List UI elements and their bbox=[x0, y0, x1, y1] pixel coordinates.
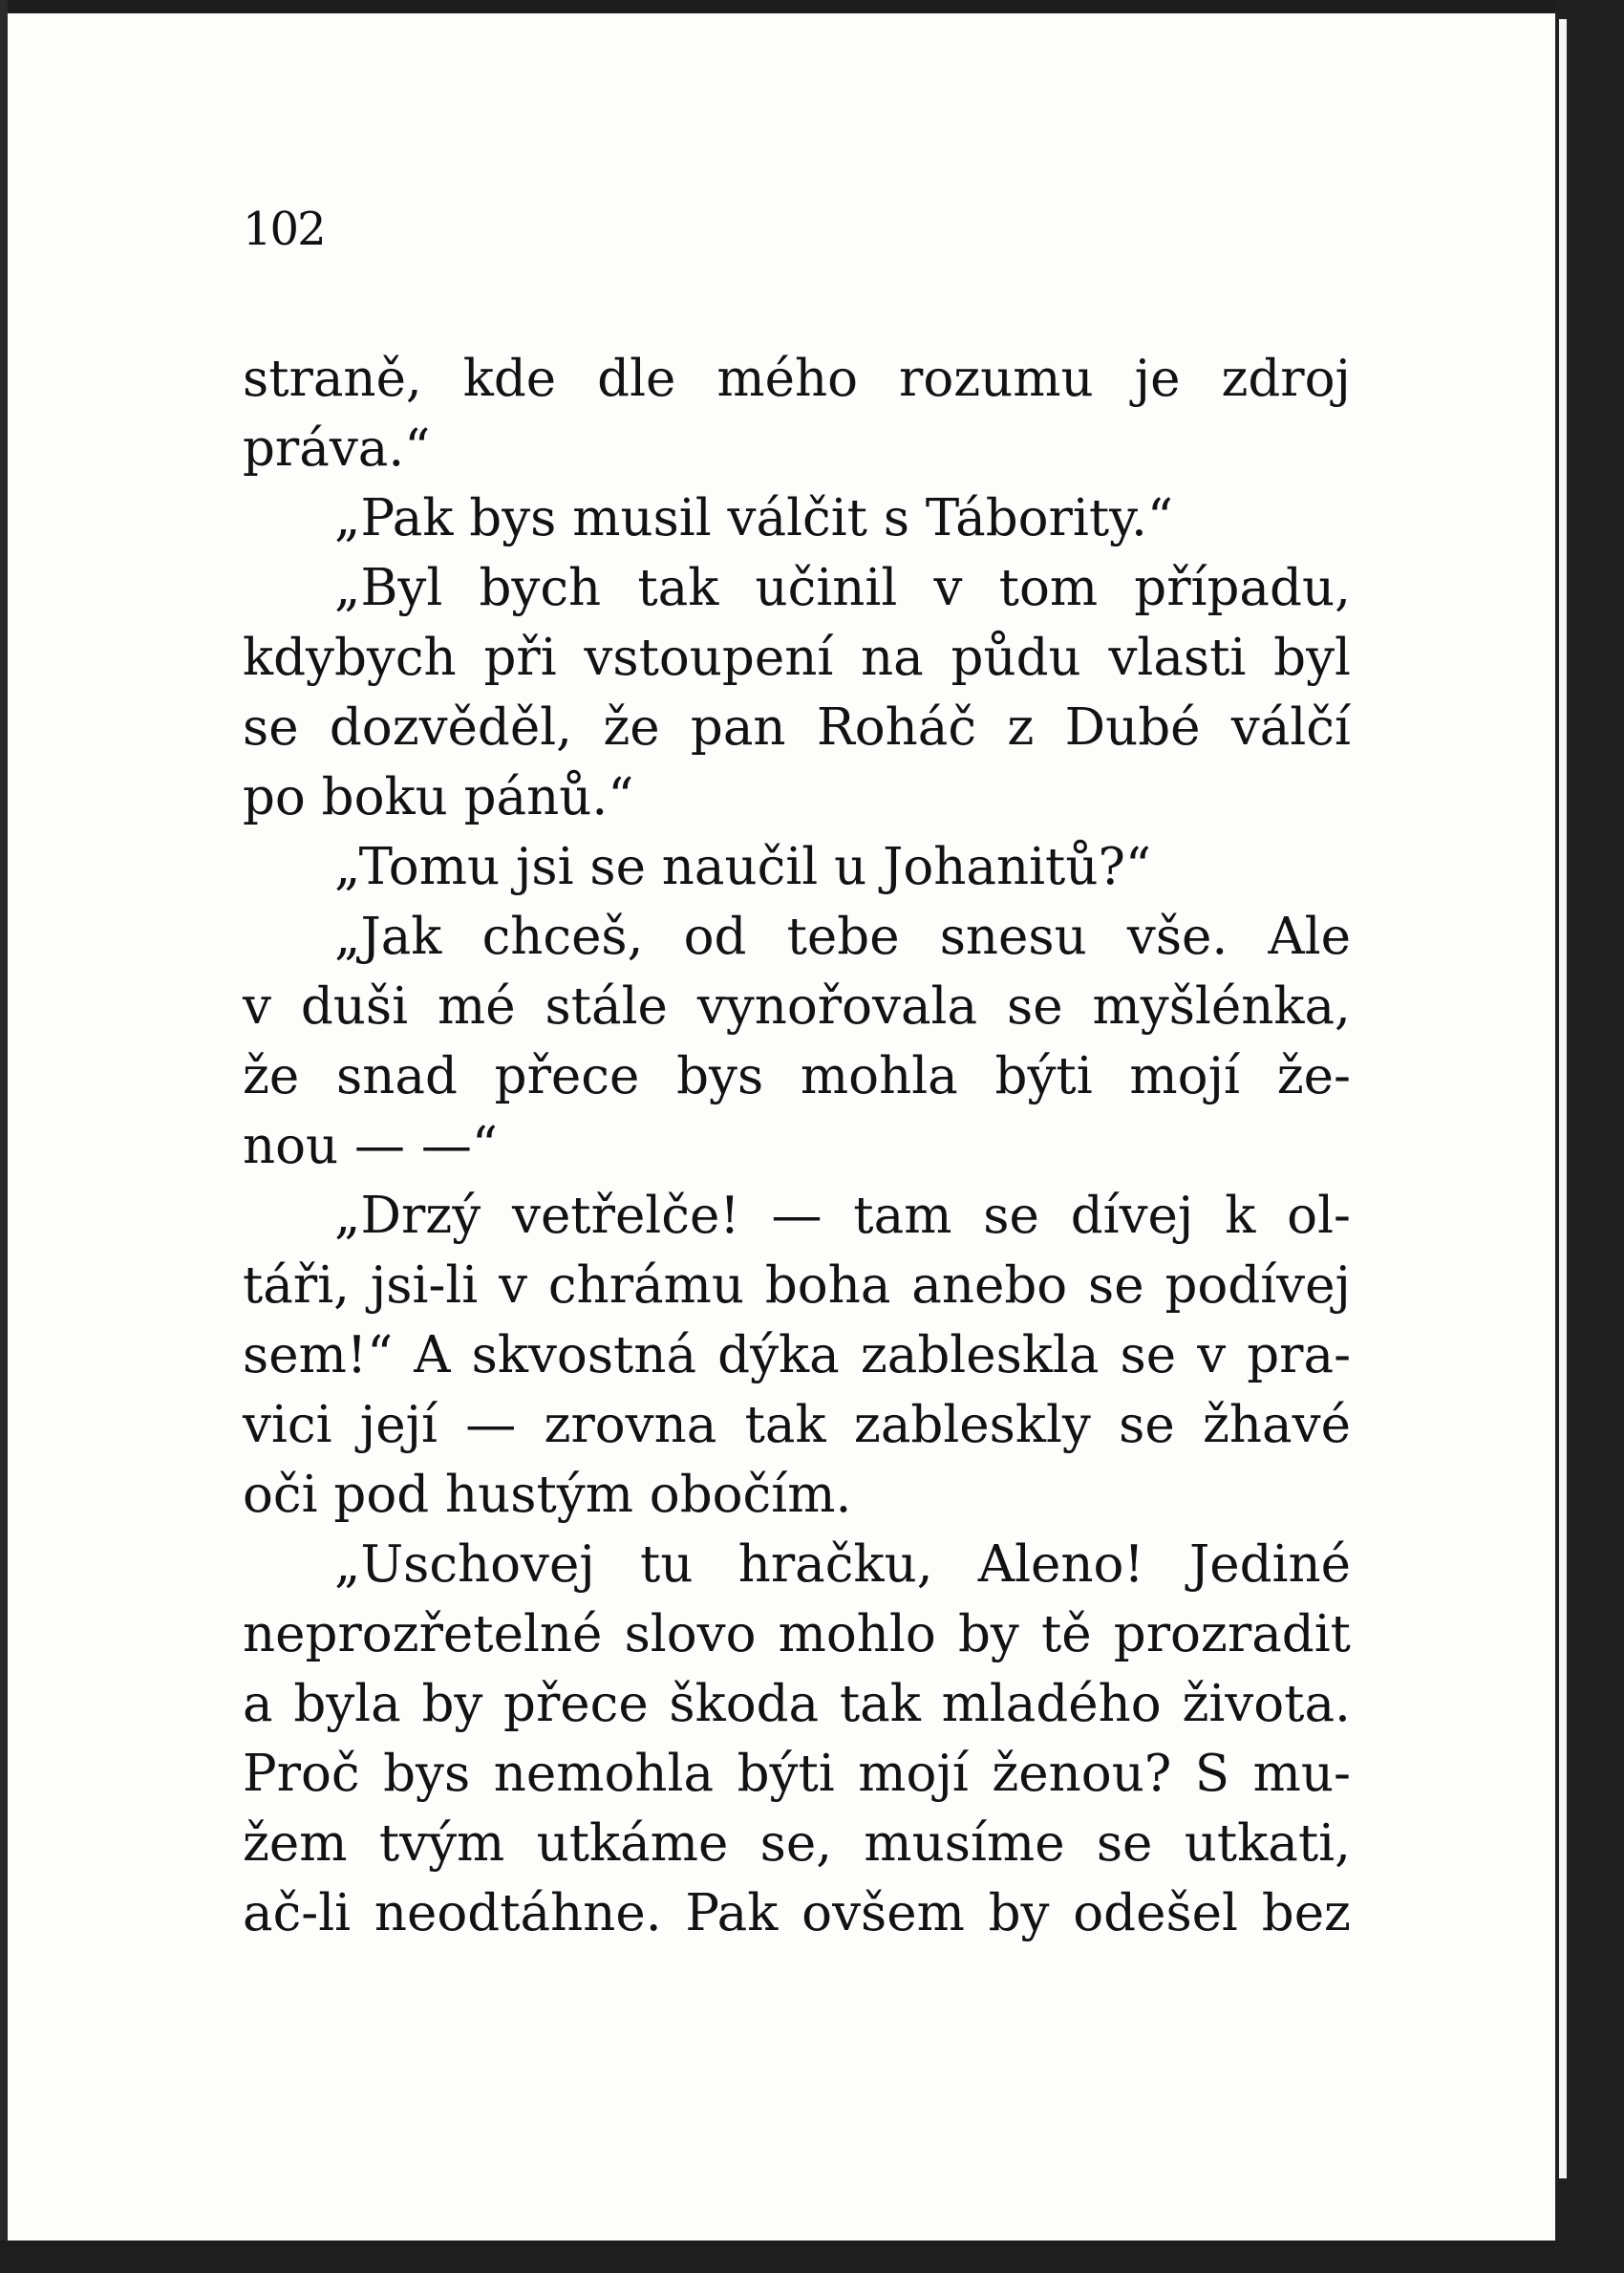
word: Pak bbox=[685, 1884, 779, 1942]
word: mého bbox=[716, 350, 859, 408]
word: podívej bbox=[1165, 1256, 1351, 1315]
word: případu, bbox=[1134, 559, 1351, 617]
word: tě bbox=[1040, 1605, 1092, 1663]
word: chceš, bbox=[481, 908, 644, 966]
word: tvým bbox=[378, 1814, 505, 1873]
word: Jediné bbox=[1188, 1535, 1351, 1594]
scan-border-bottom bbox=[0, 2241, 1624, 2273]
word: slovo bbox=[624, 1605, 757, 1663]
word: býti bbox=[737, 1745, 835, 1803]
word: neprozřetelné bbox=[243, 1605, 603, 1663]
word: stále bbox=[545, 977, 668, 1036]
word: se, bbox=[759, 1814, 833, 1873]
word: vetřelče! bbox=[512, 1187, 740, 1245]
text-line bbox=[243, 553, 1351, 623]
word: by bbox=[988, 1884, 1050, 1942]
word: mu- bbox=[1252, 1745, 1351, 1803]
word: se bbox=[1007, 977, 1063, 1036]
word: škoda bbox=[669, 1675, 820, 1733]
word: býti bbox=[994, 1047, 1093, 1105]
word: mé bbox=[437, 977, 516, 1036]
word: byla bbox=[293, 1675, 401, 1733]
word: tebe bbox=[786, 908, 900, 966]
word: S bbox=[1194, 1745, 1230, 1803]
word: utkati, bbox=[1184, 1814, 1351, 1873]
word: zdroj bbox=[1221, 350, 1351, 408]
text-line bbox=[243, 1739, 1351, 1809]
word: se bbox=[983, 1187, 1039, 1245]
word: vstoupení bbox=[584, 629, 834, 687]
word: půdu bbox=[951, 629, 1081, 687]
word: přece bbox=[503, 1675, 649, 1733]
word: od bbox=[683, 908, 747, 966]
word: při bbox=[483, 629, 557, 687]
word: života. bbox=[1182, 1675, 1351, 1733]
text-line bbox=[243, 832, 1351, 902]
word: snesu bbox=[939, 908, 1087, 966]
word: nemohla bbox=[493, 1745, 715, 1803]
line-text: „Tomu jsi se naučil u Johanitů?“ bbox=[334, 838, 1151, 896]
text-line bbox=[243, 1181, 1351, 1251]
word: „Byl bbox=[334, 559, 443, 617]
word: utkáme bbox=[536, 1814, 729, 1873]
text-line bbox=[243, 1111, 1351, 1181]
word: vici bbox=[243, 1396, 332, 1454]
word: v bbox=[243, 977, 271, 1036]
word: byl bbox=[1273, 629, 1351, 687]
body-text bbox=[243, 344, 1351, 1948]
word: žem bbox=[243, 1814, 348, 1873]
word: Aleno! bbox=[977, 1535, 1144, 1594]
word: neodtáhne. bbox=[374, 1884, 662, 1942]
text-line bbox=[243, 483, 1351, 553]
word: zableskly bbox=[853, 1396, 1091, 1454]
word: Dubé bbox=[1064, 698, 1201, 757]
word: A bbox=[414, 1326, 451, 1384]
word: se bbox=[1096, 1814, 1153, 1873]
word: Ale bbox=[1268, 908, 1351, 966]
word: rozumu bbox=[899, 350, 1094, 408]
word: „Drzý bbox=[334, 1187, 481, 1245]
word: — bbox=[465, 1396, 517, 1454]
word: odešel bbox=[1073, 1884, 1238, 1942]
page-number: 102 bbox=[243, 203, 325, 256]
word: myšlénka, bbox=[1092, 977, 1351, 1036]
word: tom bbox=[998, 559, 1099, 617]
text-line bbox=[243, 693, 1351, 762]
word: dle bbox=[597, 350, 676, 408]
page-edge-strip bbox=[1559, 19, 1567, 2178]
word: zableskla bbox=[860, 1326, 1100, 1384]
word: že- bbox=[1276, 1047, 1351, 1105]
word: skvostná bbox=[471, 1326, 697, 1384]
text-line bbox=[243, 762, 1351, 832]
word: ol- bbox=[1287, 1187, 1351, 1245]
word: tam bbox=[853, 1187, 952, 1245]
word: z bbox=[1007, 698, 1035, 757]
word: chrámu bbox=[547, 1256, 745, 1315]
word: vynořovala bbox=[696, 977, 978, 1036]
word: straně, bbox=[243, 350, 422, 408]
word: jsi-li bbox=[370, 1256, 479, 1315]
text-line bbox=[243, 1320, 1351, 1390]
text-line bbox=[243, 623, 1351, 693]
word: kde bbox=[462, 350, 557, 408]
line-text: práva.“ bbox=[243, 419, 431, 478]
line-text: po boku pánů.“ bbox=[243, 768, 634, 826]
word: že bbox=[603, 698, 660, 757]
text-line bbox=[243, 1041, 1351, 1111]
word: ovšem bbox=[801, 1884, 965, 1942]
word: dívej bbox=[1070, 1187, 1194, 1245]
word: boha bbox=[764, 1256, 891, 1315]
word: mojí bbox=[858, 1745, 969, 1803]
word: mohla bbox=[800, 1047, 958, 1105]
text-line bbox=[243, 1530, 1351, 1599]
word: bez bbox=[1261, 1884, 1351, 1942]
word: její bbox=[359, 1396, 438, 1454]
text-line bbox=[243, 972, 1351, 1041]
word: bys bbox=[676, 1047, 764, 1105]
word: vlasti bbox=[1108, 629, 1247, 687]
word: „Uschovej bbox=[334, 1535, 595, 1594]
word: zrovna bbox=[544, 1396, 717, 1454]
scan-border-top bbox=[0, 0, 1624, 13]
word: sem!“ bbox=[243, 1326, 394, 1384]
word: tu bbox=[640, 1535, 694, 1594]
word: snad bbox=[336, 1047, 458, 1105]
word: válčí bbox=[1230, 698, 1351, 757]
word: v bbox=[1197, 1326, 1227, 1384]
word: učinil bbox=[755, 559, 898, 617]
word: mladého bbox=[941, 1675, 1162, 1733]
word: že bbox=[243, 1047, 300, 1105]
word: prozradit bbox=[1113, 1605, 1351, 1663]
text-line bbox=[243, 1878, 1351, 1948]
word: by bbox=[421, 1675, 483, 1733]
line-text: nou — —“ bbox=[243, 1117, 498, 1175]
word: anebo bbox=[911, 1256, 1068, 1315]
word: tak bbox=[744, 1396, 826, 1454]
word: — bbox=[771, 1187, 823, 1245]
word: tak bbox=[637, 559, 719, 617]
word: a bbox=[243, 1675, 273, 1733]
word: se bbox=[1119, 1396, 1175, 1454]
text-line bbox=[243, 344, 1351, 414]
word: v bbox=[933, 559, 963, 617]
word: se bbox=[1088, 1256, 1144, 1315]
word: kdybych bbox=[243, 629, 457, 687]
word: pra- bbox=[1247, 1326, 1351, 1384]
text-line bbox=[243, 1390, 1351, 1460]
text-line bbox=[243, 902, 1351, 972]
word: dozvěděl, bbox=[329, 698, 573, 757]
word: se bbox=[243, 698, 299, 757]
text-line bbox=[243, 1809, 1351, 1878]
word: mohlo bbox=[778, 1605, 936, 1663]
word: k bbox=[1225, 1187, 1256, 1245]
word: ženou? bbox=[992, 1745, 1172, 1803]
word: Proč bbox=[243, 1745, 360, 1803]
word: na bbox=[861, 629, 924, 687]
line-text: „Pak bys musil válčit s Tábority.“ bbox=[334, 489, 1173, 547]
word: dýka bbox=[717, 1326, 840, 1384]
word: je bbox=[1134, 350, 1181, 408]
word: žhavé bbox=[1203, 1396, 1351, 1454]
word: v bbox=[499, 1256, 528, 1315]
word: bys bbox=[383, 1745, 471, 1803]
word: ač-li bbox=[243, 1884, 352, 1942]
word: Roháč bbox=[816, 698, 977, 757]
text-line bbox=[243, 414, 1351, 483]
word: vše. bbox=[1126, 908, 1229, 966]
line-text: oči pod hustým obočím. bbox=[243, 1466, 852, 1524]
text-line bbox=[243, 1460, 1351, 1530]
word: by bbox=[957, 1605, 1019, 1663]
word: pan bbox=[690, 698, 786, 757]
word: bych bbox=[479, 559, 602, 617]
word: hračku, bbox=[737, 1535, 933, 1594]
word: přece bbox=[494, 1047, 640, 1105]
word: duši bbox=[300, 977, 409, 1036]
word: musíme bbox=[864, 1814, 1065, 1873]
word: tak bbox=[839, 1675, 921, 1733]
word: se bbox=[1120, 1326, 1177, 1384]
scan-border-left bbox=[0, 0, 8, 2273]
text-line bbox=[243, 1669, 1351, 1739]
word: „Jak bbox=[334, 908, 442, 966]
word: mojí bbox=[1129, 1047, 1240, 1105]
text-line bbox=[243, 1251, 1351, 1320]
word: táři, bbox=[243, 1256, 351, 1315]
text-line bbox=[243, 1599, 1351, 1669]
